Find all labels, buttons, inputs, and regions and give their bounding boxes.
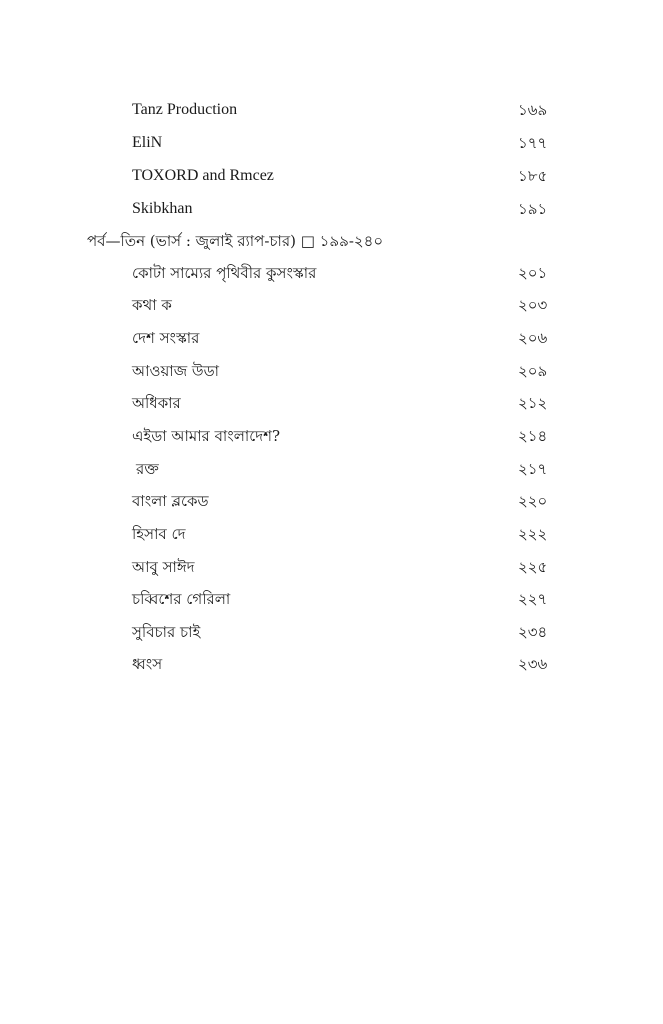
toc-entry <box>0 97 663 123</box>
entry-page-number: ২১৭ <box>518 460 548 478</box>
entry-title: অধিকার <box>132 394 181 412</box>
entry-title: চব্বিশের গেরিলা <box>132 590 231 608</box>
entry-page-number: ১৮৫ <box>518 167 548 185</box>
entry-title: আবু সাঈদ <box>132 558 195 576</box>
entry-page-number: ২১৪ <box>518 427 548 445</box>
toc-entry <box>0 130 663 156</box>
entry-title: কোটা সাম্যের পৃথিবীর কুসংস্কার <box>132 264 317 282</box>
entry-title: বাংলা ব্লকেড <box>132 492 209 510</box>
entry-page-number: ২৩৪ <box>518 623 548 641</box>
toc-entry <box>0 163 663 189</box>
entry-page-number: ২০৯ <box>518 362 548 380</box>
toc-entry <box>0 521 663 547</box>
toc-entry <box>0 325 663 351</box>
toc-entry <box>0 423 663 449</box>
entry-page-number: ১৬৯ <box>518 101 548 119</box>
entry-title: EliN <box>132 134 163 151</box>
entry-title: এইডা আমার বাংলাদেশ? <box>132 427 281 445</box>
toc-entry <box>0 488 663 514</box>
toc-entry <box>0 586 663 612</box>
entry-page-number: ২২২ <box>518 525 548 543</box>
entry-page-number: ২০১ <box>518 264 548 282</box>
toc-entry <box>0 651 663 677</box>
entry-page-number: ২২০ <box>518 492 548 510</box>
entry-title: রক্ত <box>136 460 159 478</box>
entry-title: Tanz Production <box>132 101 238 118</box>
entry-page-number: ২২৭ <box>518 590 548 608</box>
toc-entry <box>0 260 663 286</box>
toc-entry <box>0 390 663 416</box>
entry-page-number: ১৭৭ <box>518 134 548 152</box>
toc-entry <box>0 196 663 222</box>
toc-entry <box>0 554 663 580</box>
entry-title: TOXORD and Rmcez <box>132 167 274 184</box>
entry-title: Skibkhan <box>132 200 193 217</box>
entry-page-number: ১৯১ <box>518 200 548 218</box>
entry-title: কথা ক <box>132 296 172 314</box>
toc-entry <box>0 619 663 645</box>
entry-page-number: ২০৩ <box>518 296 548 314</box>
part-heading: পর্ব—তিন (ভার্স : জুলাই র‍্যাপ-চার) □ ১৯৯-২৪০ <box>87 232 384 250</box>
entry-title: আওয়াজ উডা <box>132 362 219 380</box>
entry-page-number: ২১২ <box>518 394 548 412</box>
entry-page-number: ২৩৬ <box>518 655 548 673</box>
entry-title: দেশ সংস্কার <box>132 329 200 347</box>
toc-entry <box>0 456 663 482</box>
entry-title: ধ্বংস <box>132 655 163 673</box>
entry-title: সুবিচার চাই <box>132 623 201 641</box>
part-heading-row <box>0 228 663 254</box>
entry-page-number: ২০৬ <box>518 329 548 347</box>
toc-entry <box>0 358 663 384</box>
toc-entry <box>0 292 663 318</box>
entry-page-number: ২২৫ <box>518 558 548 576</box>
entry-title: হিসাব দে <box>132 525 186 543</box>
